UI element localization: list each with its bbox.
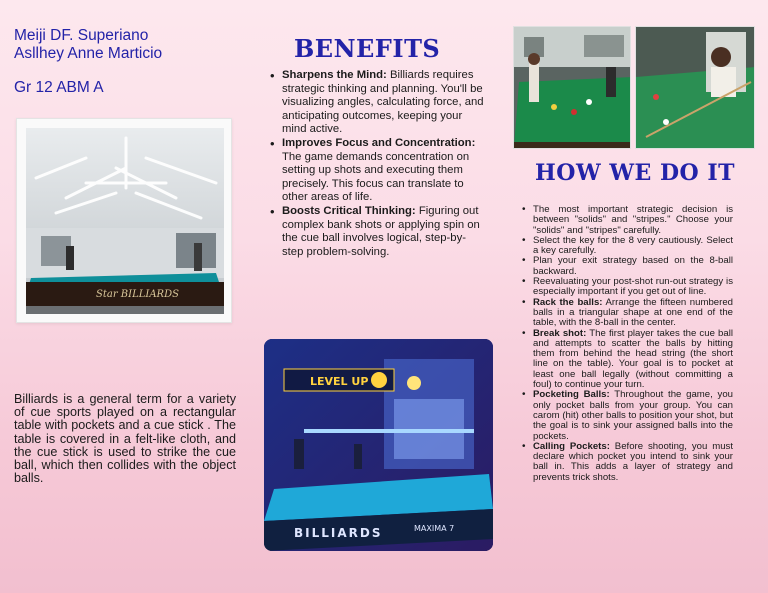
benefit-item <box>268 205 486 259</box>
how-text: Throughout the game, you only pocket balls from your group. You can carom (hit) other balls to position your shot, but the goal is to sink your assigned balls into the pockets. <box>533 389 733 442</box>
benefit-text: The game demands concentration on setting up shots and executing them precisely. This focus can translate to other areas of life. <box>282 150 470 204</box>
how-text: Reevaluating your post-shot run-out strategy is especially important if you get out of line. <box>533 276 733 298</box>
how-text: Arrange the fifteen numbered balls in a triangular shape at one end of the table, with the 8-ball in the center. <box>533 296 733 329</box>
author-name: Meiji DF. Superiano <box>14 27 149 44</box>
how-text: The most important strategic decision is between "solids" and "stripes." Choose your "solids" and "stripes" carefully. <box>533 204 733 236</box>
player-aiming-photo <box>635 26 755 149</box>
players-photo <box>513 26 631 149</box>
grade-section: Gr 12 ABM A <box>14 79 104 96</box>
how-text: Plan your exit strategy based on the 8-ball backward. <box>533 255 733 277</box>
how-label: Rack the balls: <box>533 296 603 308</box>
how-text: Select the key for the 8 very cautiously. Select a key carefully. <box>533 234 733 257</box>
how-item <box>519 329 733 391</box>
how-item <box>519 205 733 236</box>
how-text: Before shooting, you must declare which pocket you intend to sink your ball in. This adds a layer of strategy and prevents trick shots. <box>533 440 734 483</box>
intro-paragraph: Billiards is a general term for a variety of cue sports played on a rectangular table with pockets and a cue stick . The table is covered in a felt-like cloth, and the cue stick is used to strike the cue ball, which then collides with the object balls. <box>14 392 236 486</box>
benefit-item <box>268 69 486 137</box>
how-label: Break shot: <box>533 327 587 339</box>
how-item <box>519 277 733 298</box>
benefit-text: Billiards requires strategic thinking and planning. You'll be visualizing angles, calculating force, and anticipating outcomes, keeping your mind active. <box>282 69 484 136</box>
how-item <box>519 256 733 277</box>
benefits-heading: BENEFITS <box>294 34 441 63</box>
how-item <box>519 236 733 257</box>
table-brand-text: Star BILLIARDS <box>96 289 179 300</box>
table-brand-text: MAXIMA 7 <box>414 524 455 533</box>
benefit-label: Boosts Critical Thinking: <box>282 204 416 217</box>
benefit-label: Improves Focus and Concentration: <box>282 136 476 149</box>
how-label: Pocketing Balls: <box>533 389 610 401</box>
how-text: The first player takes the cue ball and attempts to scatter the balls by hitting them from behind the head string (the short line on the table). Your goal is to pocket at least one ball legally (without committing a foul) to continue your turn. <box>533 327 733 391</box>
how-list <box>519 205 733 483</box>
author-names <box>14 27 162 63</box>
benefit-label: Sharpens the Mind: <box>282 69 387 81</box>
how-item <box>519 298 733 329</box>
level-up-billiards-photo <box>264 339 493 551</box>
level-up-sign-text: LEVEL UP <box>310 375 369 388</box>
author-name: Asllhey Anne Marticio <box>14 45 163 62</box>
benefit-item <box>268 137 486 205</box>
billiard-hall-photo <box>26 128 224 314</box>
how-we-do-it-heading: HOW WE DO IT <box>535 160 736 186</box>
benefits-list <box>268 69 486 259</box>
how-label: Calling Pockets: <box>533 440 610 452</box>
how-item <box>519 442 733 483</box>
how-item <box>519 390 733 441</box>
billiard-hall-photo-frame <box>16 118 232 323</box>
table-text: BILLIARDS <box>294 526 383 540</box>
benefit-text: Figuring out complex bank shots or applying spin on the cue ball involves logical, step-by-step problem-solving. <box>282 204 480 258</box>
